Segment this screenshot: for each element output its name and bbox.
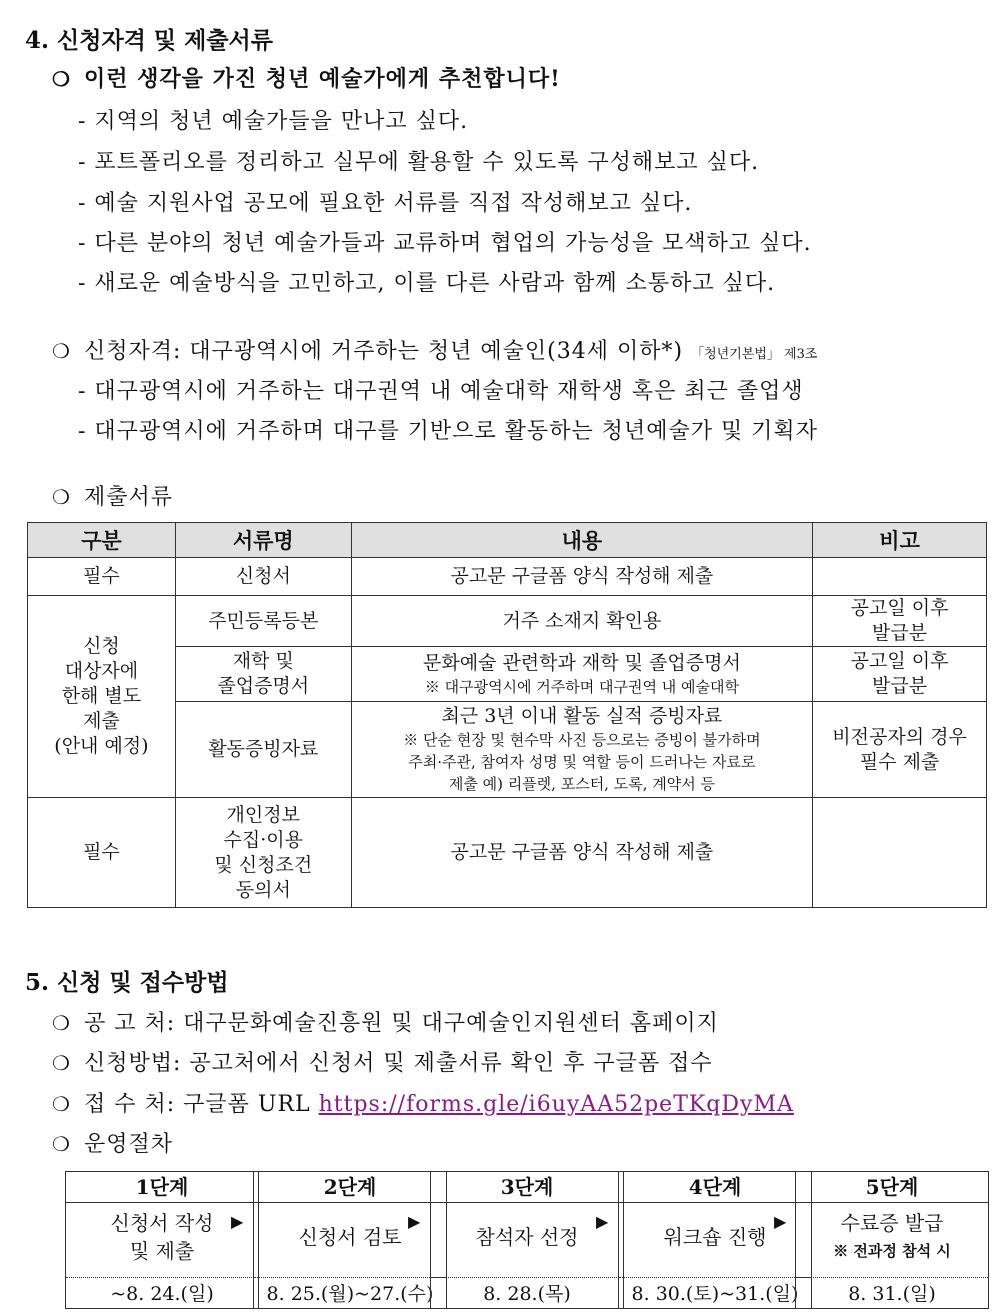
method-text: 공고처에서 신청서 및 제출서류 확인 후 구글폼 접수 xyxy=(189,1051,713,1076)
table-row xyxy=(28,798,987,908)
step-date: 8. 30.(토)~31.(일) xyxy=(619,1277,811,1310)
step-note: ※ 전과정 참석 시 xyxy=(833,1242,951,1260)
step-title: 3단계 xyxy=(431,1172,623,1203)
cell-content xyxy=(351,647,812,702)
cell-remark xyxy=(813,798,987,908)
content-note: ※ 대구광역시에 거주하며 대구권역 내 예술대학 xyxy=(424,677,739,696)
cell-remark xyxy=(813,702,987,798)
group-label-line: (안내 예정) xyxy=(54,735,149,757)
recommend-item: - 새로운 예술방식을 고민하고, 이를 다른 사람과 함께 소통하고 싶다. xyxy=(78,271,776,296)
method-line xyxy=(52,1127,173,1158)
section5-title: 5. 신청 및 접수방법 xyxy=(25,969,229,996)
doc-name-line: 수집·이용 xyxy=(223,828,303,851)
cell-category: 필수 xyxy=(28,558,176,596)
group-label-line: 제출 xyxy=(83,710,120,732)
bullet-icon: ❍ xyxy=(52,1011,71,1035)
step-body-line: 참석자 선정 xyxy=(475,1225,579,1249)
step-title: 2단계 xyxy=(254,1172,446,1203)
docs-heading xyxy=(52,480,173,511)
recommend-heading xyxy=(52,62,561,93)
process-step xyxy=(430,1171,624,1309)
remark-line: 필수 제출 xyxy=(859,750,940,773)
eligibility-note: 「청년기본법」 제3조 xyxy=(691,347,818,362)
method-text: 대구문화예술진흥원 및 대구예술인지원센터 홈페이지 xyxy=(183,1011,719,1036)
method-line xyxy=(52,1006,719,1037)
group-label-line: 신청 xyxy=(83,635,120,657)
method-line xyxy=(52,1087,794,1118)
table-row xyxy=(28,558,987,596)
bullet-icon: ❍ xyxy=(52,1051,71,1075)
content-note: ※ 단순 현장 및 현수막 사진 등으로는 증빙이 불가하며 xyxy=(403,731,761,749)
recommend-item: - 포트폴리오를 정리하고 실무에 활용할 수 있도록 구성해보고 싶다. xyxy=(78,150,760,175)
method-label: 접 수 처: xyxy=(84,1092,184,1117)
remark-line: 발급분 xyxy=(872,622,928,644)
header-content: 내용 xyxy=(351,523,812,558)
doc-name-line: 동의서 xyxy=(235,878,291,901)
method-line xyxy=(52,1046,713,1077)
cell-remark xyxy=(813,596,987,647)
cell-doc-name: 활동증빙자료 xyxy=(175,702,351,798)
step-date: 8. 28.(목) xyxy=(431,1277,623,1310)
arrow-icon: ▶ xyxy=(408,1212,421,1231)
process-step xyxy=(253,1171,447,1309)
method-text: 구글폼 URL xyxy=(183,1092,319,1117)
doc-name-line: 재학 및 xyxy=(232,650,294,672)
cell-category: 필수 xyxy=(28,798,176,908)
step-date: 8. 25.(월)~27.(수) xyxy=(254,1277,446,1310)
cell-group-label xyxy=(28,596,176,798)
bullet-icon: ❍ xyxy=(52,485,71,509)
content-note: 제출 예) 리플렛, 포스터, 도록, 계약서 등 xyxy=(448,775,715,793)
method-label: 공 고 처: xyxy=(84,1011,184,1036)
cell-content xyxy=(351,702,812,798)
recommend-item: - 지역의 청년 예술가들을 만나고 싶다. xyxy=(78,109,469,134)
eligibility-item: - 대구광역시에 거주하며 대구를 기반으로 활동하는 청년예술가 및 기획자 xyxy=(78,419,818,444)
arrow-icon: ▶ xyxy=(596,1212,609,1231)
step-title: 4단계 xyxy=(619,1172,811,1203)
method-label: 신청방법: xyxy=(84,1051,190,1076)
cell-content: 공고문 구글폼 양식 작성해 제출 xyxy=(351,558,812,596)
step-date: ~8. 24.(일) xyxy=(66,1277,258,1310)
step-body xyxy=(66,1203,258,1271)
cell-content: 거주 소재지 확인용 xyxy=(351,596,812,647)
group-label-line: 대상자에 xyxy=(64,660,139,682)
step-body-line: 신청서 검토 xyxy=(298,1225,402,1249)
eligibility-title: 신청자격: 대구광역시에 거주하는 청년 예술인(34세 이하*) xyxy=(84,339,684,364)
remark-line: 비전공자의 경우 xyxy=(832,725,967,748)
header-category: 구분 xyxy=(28,523,176,558)
process-step xyxy=(618,1171,812,1309)
documents-table xyxy=(27,522,987,908)
bullet-icon: ❍ xyxy=(52,67,71,91)
step-title: 5단계 xyxy=(796,1172,988,1203)
bullet-icon: ❍ xyxy=(52,339,71,363)
group-label-line: 한해 별도 xyxy=(61,685,142,707)
cell-remark xyxy=(813,647,987,702)
google-form-link[interactable]: https://forms.gle/i6uyAA52peTKqDyMA xyxy=(318,1092,794,1117)
remark-line: 공고일 이후 xyxy=(850,650,949,672)
bullet-icon: ❍ xyxy=(52,1092,71,1116)
remark-line: 공고일 이후 xyxy=(850,597,949,619)
section4-title: 4. 신청자격 및 제출서류 xyxy=(25,27,273,54)
content-note: 주최·주관, 참여자 성명 및 역할 등이 드러나는 자료로 xyxy=(408,753,756,771)
cell-doc-name xyxy=(175,798,351,908)
table-header-row xyxy=(28,523,987,558)
step-date: 8. 31.(일) xyxy=(796,1277,988,1310)
doc-name-line: 개인정보 xyxy=(226,803,300,826)
eligibility-heading xyxy=(52,334,817,365)
step-body xyxy=(431,1203,623,1271)
recommend-item: - 다른 분야의 청년 예술가들과 교류하며 협업의 가능성을 모색하고 싶다. xyxy=(78,231,812,256)
step-body-line: 신청서 작성 xyxy=(110,1211,214,1235)
arrow-icon: ▶ xyxy=(231,1212,244,1231)
method-label: 운영절차 xyxy=(84,1132,174,1157)
cell-doc-name: 주민등록등본 xyxy=(175,596,351,647)
eligibility-item: - 대구광역시에 거주하는 대구권역 내 예술대학 재학생 혹은 최근 졸업생 xyxy=(78,379,804,404)
content-line: 최근 3년 이내 활동 실적 증빙자료 xyxy=(441,705,723,727)
doc-name-line: 및 신청조건 xyxy=(214,853,313,876)
header-remark: 비고 xyxy=(813,523,987,558)
remark-line: 발급분 xyxy=(872,675,928,697)
bullet-icon: ❍ xyxy=(52,1132,71,1156)
process-step xyxy=(65,1171,259,1309)
cell-remark xyxy=(813,558,987,596)
process-step xyxy=(795,1171,989,1309)
recommend-title: 이런 생각을 가진 청년 예술가에게 추천합니다! xyxy=(84,66,561,92)
recommend-item: - 예술 지원사업 공모에 필요한 서류를 직접 작성해보고 싶다. xyxy=(78,191,693,216)
arrow-icon: ▶ xyxy=(774,1212,787,1231)
header-doc-name: 서류명 xyxy=(175,523,351,558)
cell-content: 공고문 구글폼 양식 작성해 제출 xyxy=(351,798,812,908)
cell-doc-name xyxy=(175,647,351,702)
step-title: 1단계 xyxy=(66,1172,258,1203)
docs-title: 제출서류 xyxy=(84,485,174,510)
step-body-line: 및 제출 xyxy=(129,1239,195,1263)
doc-name-line: 졸업증명서 xyxy=(217,675,310,697)
content-line: 문화예술 관련학과 재학 및 졸업증명서 xyxy=(422,651,741,674)
cell-doc-name: 신청서 xyxy=(175,558,351,596)
step-body-line: 워크숍 진행 xyxy=(663,1225,767,1249)
step-body-line: 수료증 발급 xyxy=(840,1211,944,1235)
table-row xyxy=(28,596,987,647)
step-body xyxy=(796,1203,988,1271)
